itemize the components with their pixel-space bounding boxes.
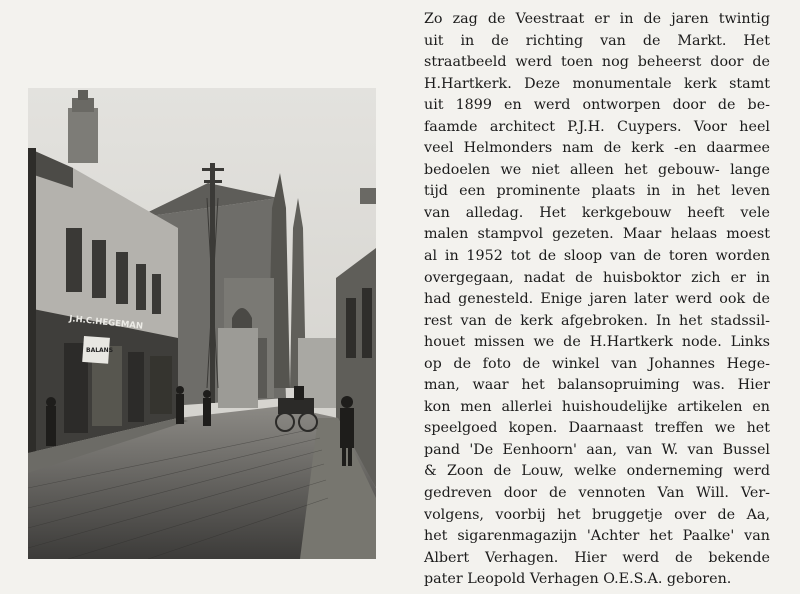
text-line: malen stampvol gezeten. Maar helaas moest — [424, 226, 770, 243]
article-text — [424, 9, 770, 591]
text-line: pand 'De Eenhoorn' aan, van W. van Bussel — [424, 441, 770, 458]
text-line: faamde architect P.J.H. Cuypers. Voor heel — [424, 118, 770, 135]
text-line: gedreven door de vennoten Van Will. Ver- — [424, 485, 770, 502]
text-line: kon men allerlei huishoudelijke artikelen en — [424, 398, 770, 415]
text-line: H.Hartkerk. Deze monumentale kerk stamt — [424, 75, 770, 92]
text-line: veel Helmonders nam de kerk -en daarmee — [424, 140, 770, 157]
text-line: man, waar het balansopruiming was. Hier — [424, 377, 770, 394]
text-line: speelgoed kopen. Daarnaast treffen we het — [424, 420, 770, 437]
historic-street-photo — [28, 88, 376, 559]
text-line: Zo zag de Veestraat er in de jaren twintig — [424, 11, 770, 27]
text-line: het sigarenmagazijn 'Achter het Paalke' van — [424, 528, 770, 545]
text-line: tijd een prominente plaats in in het leven — [424, 183, 770, 200]
text-line: pater Leopold Verhagen O.E.S.A. geboren. — [424, 571, 732, 588]
text-line: had genesteld. Enige jaren later werd ook de — [424, 291, 770, 308]
text-line: uit in de richting van de Markt. Het — [424, 32, 770, 49]
text-line: Albert Verhagen. Hier werd de bekende — [424, 549, 770, 566]
text-line: uit 1899 en werd ontworpen door de be- — [424, 97, 770, 114]
text-line: straatbeeld werd toen nog beheerst door de — [424, 54, 770, 71]
text-line: overgegaan, nadat de huisboktor zich er in — [424, 269, 770, 286]
text-line: van alledag. Het kerkgebouw heeft vele — [424, 204, 770, 221]
text-line: al in 1952 tot de sloop van de toren worden — [424, 248, 770, 265]
text-line: volgens, voorbij het bruggetje over de Aa, — [424, 506, 770, 523]
text-line: & Zoon de Louw, welke onderneming werd — [424, 463, 770, 480]
text-line: bedoelen we niet alleen het gebouw- lange — [424, 161, 770, 178]
text-line: rest van de kerk afgebroken. In het stadssil- — [424, 312, 770, 329]
left-tower — [68, 90, 98, 163]
window-sign: BALANS — [86, 347, 114, 354]
shop-sign: J.H.C.HEGEMAN — [68, 314, 144, 332]
text-line: houet missen we de H.Hartkerk node. Links — [424, 334, 770, 351]
text-line: op de foto de winkel van Johannes Hege- — [424, 355, 770, 372]
